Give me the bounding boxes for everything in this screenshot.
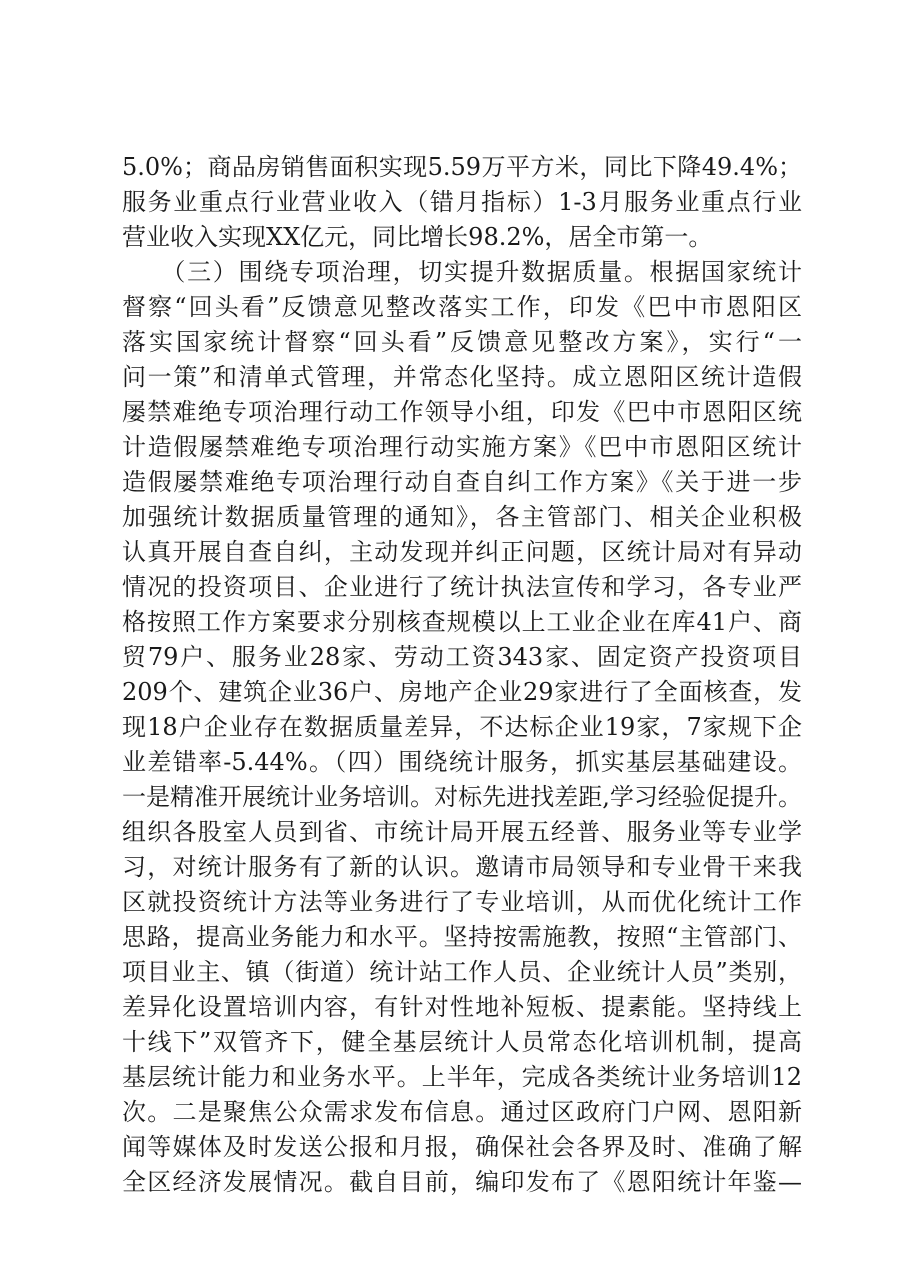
body-text [122, 150, 802, 1200]
text-line: 情况的投资项目、企业进行了统计执法宣传和学习，各专业严 [122, 573, 802, 601]
text-line: 贸79户、服务业28家、劳动工资343家、固定资产投资项目 [122, 643, 802, 671]
text-line: 组织各股室人员到省、市统计局开展五经普、服务业等专业学 [122, 818, 802, 846]
text-line: 差异化设置培训内容，有针对性地补短板、提素能。坚持线上 [122, 993, 802, 1021]
text-line: 加强统计数据质量管理的通知》，各主管部门、相关企业积极 [122, 503, 802, 531]
text-line: 十线下”双管齐下，健全基层统计人员常态化培训机制，提高 [122, 1028, 802, 1056]
text-line: 习，对统计服务有了新的认识。邀请市局领导和专业骨干来我 [122, 853, 802, 881]
text-line: 闻等媒体及时发送公报和月报，确保社会各界及时、准确了解 [122, 1133, 802, 1161]
text-line: 基层统计能力和业务水平。上半年，完成各类统计业务培训12 [122, 1063, 802, 1091]
text-line: 思路，提高业务能力和水平。坚持按需施教，按照“主管部门、 [122, 923, 802, 951]
text-line: 格按照工作方案要求分别核查规模以上工业企业在库41户、商 [122, 608, 802, 636]
text-line: 区就投资统计方法等业务进行了专业培训，从而优化统计工作 [122, 888, 802, 916]
text-line: 造假屡禁难绝专项治理行动自查自纠工作方案》《关于进一步 [122, 468, 802, 496]
text-line: 服务业重点行业营业收入（错月指标）1-3月服务业重点行业 [122, 188, 802, 216]
text-line: （三）围绕专项治理，切实提升数据质量。根据国家统计 [122, 258, 802, 286]
text-line: 屡禁难绝专项治理行动工作领导小组，印发《巴中市恩阳区统 [122, 398, 802, 426]
text-line: 问一策”和清单式管理，并常态化坚持。成立恩阳区统计造假 [122, 363, 802, 391]
text-line: 5.0%；商品房销售面积实现5.59万平方米，同比下降49.4%； [122, 153, 802, 181]
text-line: 业差错率-5.44%。（四）围绕统计服务，抓实基层基础建设。 [122, 748, 802, 776]
text-line: 认真开展自查自纠，主动发现并纠正问题，区统计局对有异动 [122, 538, 802, 566]
text-line: 全区经济发展情况。截自目前，编印发布了《恩阳统计年鉴— [122, 1168, 802, 1196]
text-line: 209个、建筑企业36户、房地产企业29家进行了全面核查，发 [122, 678, 802, 706]
text-line: 次。二是聚焦公众需求发布信息。通过区政府门户网、恩阳新 [122, 1098, 802, 1126]
text-line: 营业收入实现XX亿元，同比增长98.2%，居全市第一。 [122, 223, 713, 251]
text-line: 督察“回头看”反馈意见整改落实工作，印发《巴中市恩阳区 [122, 293, 802, 321]
text-line: 现18户企业存在数据质量差异，不达标企业19家，7家规下企 [122, 713, 802, 741]
text-line: 落实国家统计督察“回头看”反馈意见整改方案》，实行“一 [122, 328, 802, 356]
text-line: 项目业主、镇（街道）统计站工作人员、企业统计人员”类别， [122, 958, 802, 986]
text-line: 计造假屡禁难绝专项治理行动实施方案》《巴中市恩阳区统计 [122, 433, 802, 461]
text-line: 一是精准开展统计业务培训。对标先进找差距,学习经验促提升。 [122, 783, 802, 811]
